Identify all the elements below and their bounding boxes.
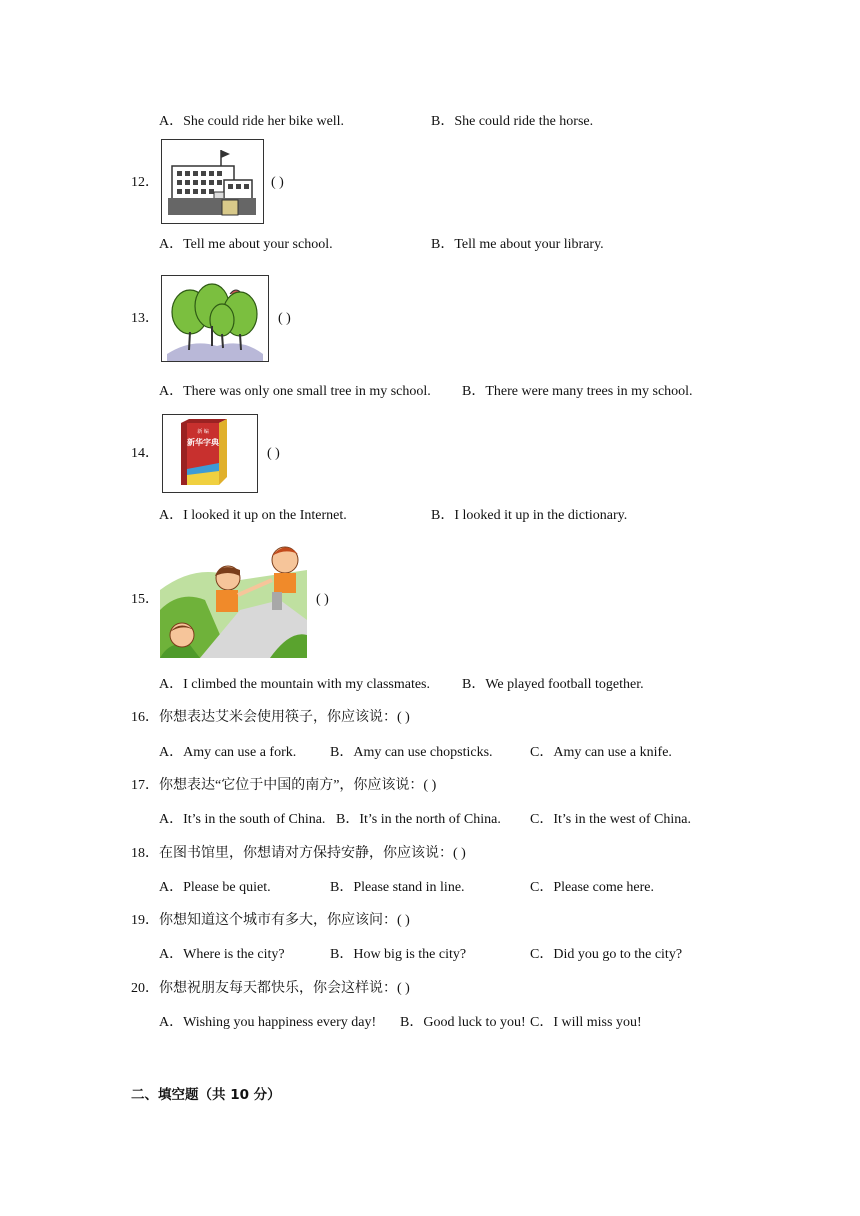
q16-option-b: B．Amy can use chopsticks. <box>330 745 493 760</box>
dictionary-title-text: 新华字典 <box>187 438 219 447</box>
q20-option-a: A．Wishing you happiness every day! <box>159 1015 377 1030</box>
q14-number: 14． <box>131 446 159 461</box>
q15-option-a: A．I climbed the mountain with my classmates. <box>159 677 431 692</box>
q16-question: 16．你想表达艾米会使用筷子，你应该说：( ) <box>131 710 410 725</box>
q19-option-b: B．How big is the city? <box>330 947 467 962</box>
q20-option-c: C．I will miss you! <box>530 1015 642 1030</box>
q19-question: 19．你想知道这个城市有多大，你应该问：( ) <box>131 913 410 928</box>
q17-option-b: B．It’s in the north of China. <box>336 812 501 827</box>
q14-option-b: B．I looked it up in the dictionary. <box>431 508 628 523</box>
q16-option-a: A．Amy can use a fork. <box>159 745 297 760</box>
mountain-climbing-picture <box>160 540 307 658</box>
q12-answer-bracket[interactable]: ( ) <box>271 175 284 190</box>
dictionary-top-text: 新 编 <box>197 429 209 435</box>
q14-answer-bracket[interactable]: ( ) <box>267 446 280 461</box>
trees-picture <box>161 275 269 362</box>
q18-option-a: A．Please be quiet. <box>159 880 271 895</box>
q15-number: 15． <box>131 592 159 607</box>
q12-number: 12． <box>131 175 159 190</box>
q11-option-a: A．She could ride her bike well. <box>159 114 345 129</box>
q18-option-b: B．Please stand in line. <box>330 880 465 895</box>
q13-number: 13． <box>131 311 159 326</box>
q13-answer-bracket[interactable]: ( ) <box>278 311 291 326</box>
q20-question: 20．你想祝朋友每天都快乐，你会这样说：( ) <box>131 981 410 996</box>
q15-option-b: B．We played football together. <box>462 677 644 692</box>
q18-option-c: C．Please come here. <box>530 880 655 895</box>
q16-option-c: C．Amy can use a knife. <box>530 745 672 760</box>
q15-answer-bracket[interactable]: ( ) <box>316 592 329 607</box>
q19-option-c: C．Did you go to the city? <box>530 947 683 962</box>
q11-option-b: B．She could ride the horse. <box>431 114 594 129</box>
school-building-picture <box>161 139 264 224</box>
q19-option-a: A．Where is the city? <box>159 947 285 962</box>
q17-question: 17．你想表达“它位于中国的南方”，你应该说：( ) <box>131 778 437 793</box>
q12-option-a: A．Tell me about your school. <box>159 237 333 252</box>
q12-option-b: B．Tell me about your library. <box>431 237 604 252</box>
q17-option-a: A．It’s in the south of China. <box>159 812 326 827</box>
q20-option-b: B．Good luck to you! <box>400 1015 526 1030</box>
q13-option-b: B．There were many trees in my school. <box>462 384 693 399</box>
section-2-heading: 二、填空题（共 10 分） <box>131 1087 281 1103</box>
q17-option-c: C．It’s in the west of China. <box>530 812 691 827</box>
q13-option-a: A．There was only one small tree in my school. <box>159 384 431 399</box>
dictionary-picture <box>162 414 258 493</box>
q14-option-a: A．I looked it up on the Internet. <box>159 508 347 523</box>
q18-question: 18．在图书馆里，你想请对方保持安静，你应该说：( ) <box>131 846 466 861</box>
